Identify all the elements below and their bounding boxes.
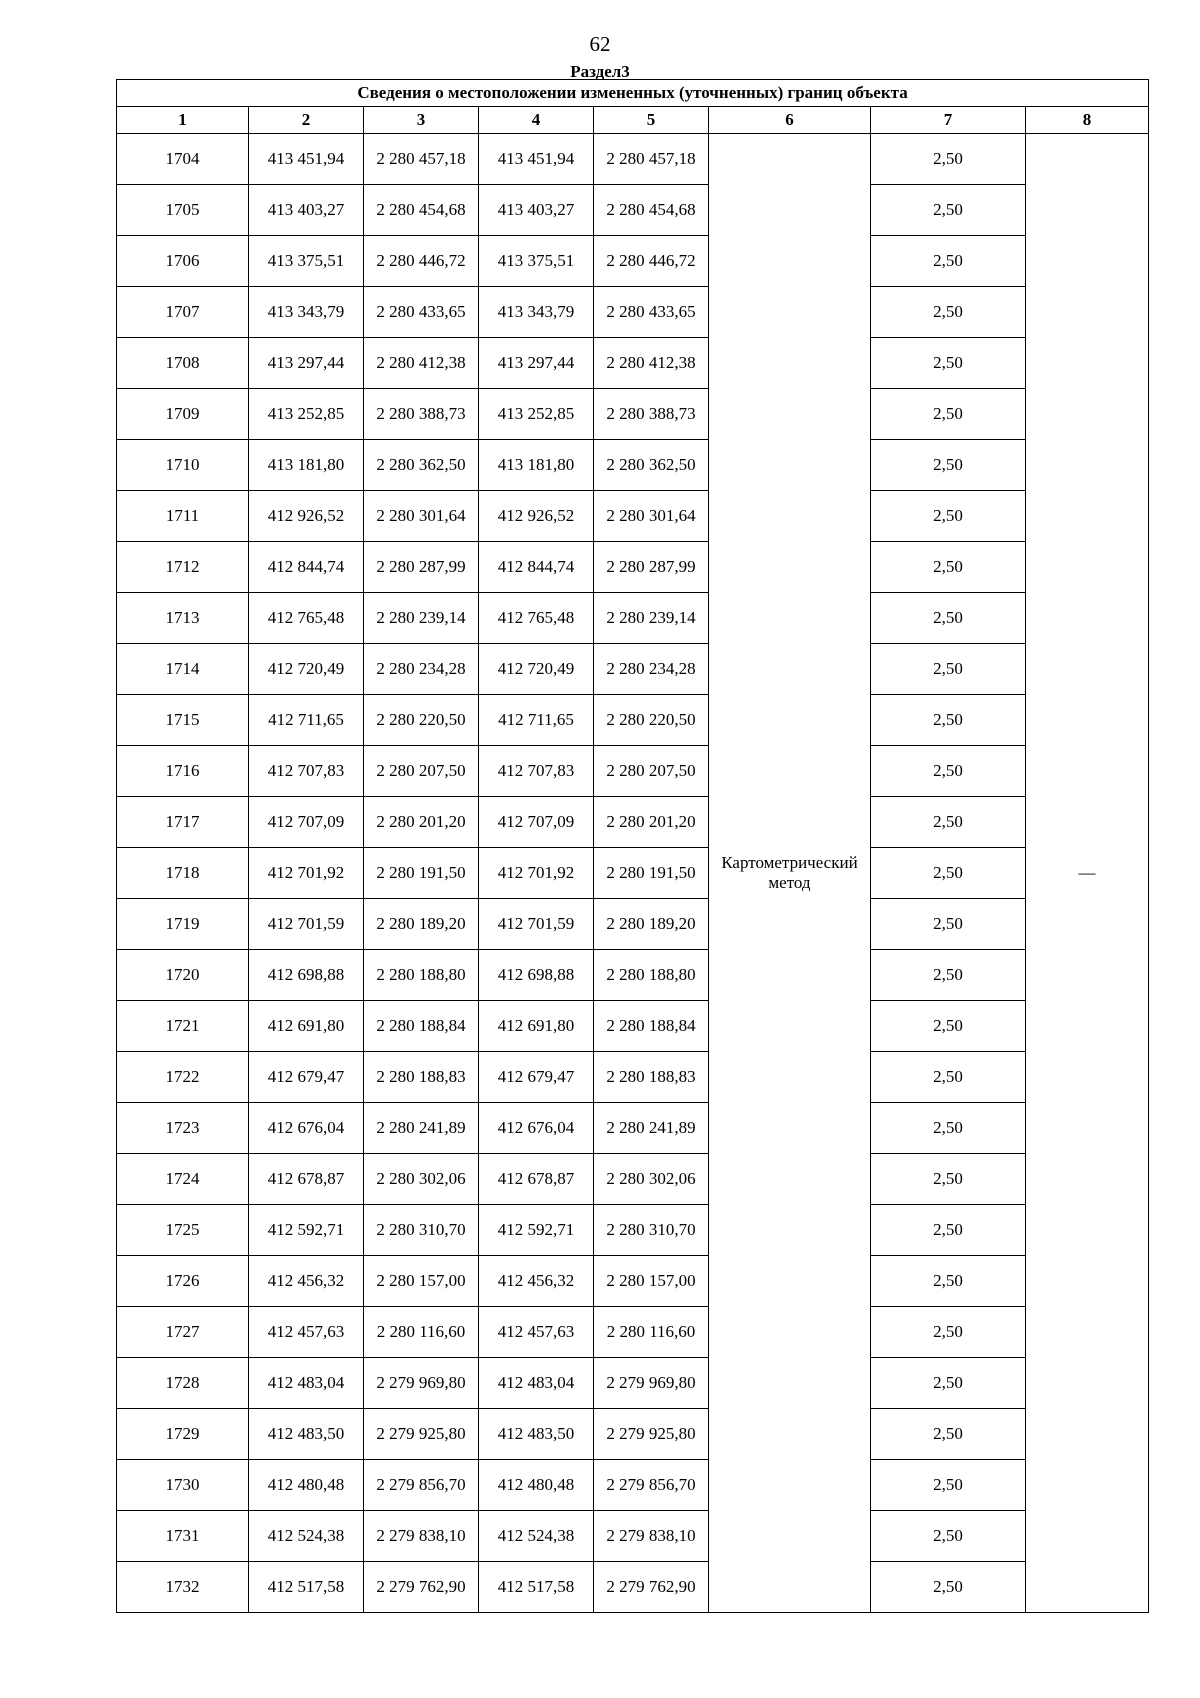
accuracy-cell: 2,50 (871, 389, 1026, 440)
table-row (117, 185, 1149, 236)
accuracy-cell: 2,50 (871, 1358, 1026, 1409)
x-coord-cell: 412 765,48 (249, 593, 364, 644)
table-row (117, 950, 1149, 1001)
y-coord-cell: 2 280 116,60 (594, 1307, 709, 1358)
accuracy-cell: 2,50 (871, 1562, 1026, 1613)
y-coord-cell: 2 280 234,28 (594, 644, 709, 695)
y-coord-cell: 2 279 969,80 (594, 1358, 709, 1409)
y-coord-cell: 2 280 388,73 (594, 389, 709, 440)
y-coord-cell: 2 280 457,18 (364, 134, 479, 185)
y-coord-cell: 2 279 856,70 (364, 1460, 479, 1511)
accuracy-cell: 2,50 (871, 644, 1026, 695)
x-coord-cell: 412 720,49 (249, 644, 364, 695)
x-coord-cell: 413 297,44 (249, 338, 364, 389)
table-row (117, 593, 1149, 644)
x-coord-cell: 412 480,48 (479, 1460, 594, 1511)
x-coord-cell: 412 701,92 (479, 848, 594, 899)
y-coord-cell: 2 280 189,20 (594, 899, 709, 950)
table-row (117, 1001, 1149, 1052)
x-coord-cell: 412 676,04 (479, 1103, 594, 1154)
x-coord-cell: 412 707,83 (249, 746, 364, 797)
column-number: 6 (709, 107, 871, 134)
y-coord-cell: 2 280 362,50 (364, 440, 479, 491)
x-coord-cell: 412 678,87 (479, 1154, 594, 1205)
x-coord-cell: 413 252,85 (249, 389, 364, 440)
accuracy-cell: 2,50 (871, 134, 1026, 185)
y-coord-cell: 2 280 207,50 (364, 746, 479, 797)
y-coord-cell: 2 280 412,38 (364, 338, 479, 389)
table-row (117, 440, 1149, 491)
x-coord-cell: 412 701,59 (249, 899, 364, 950)
accuracy-cell: 2,50 (871, 593, 1026, 644)
point-number-cell: 1707 (117, 287, 249, 338)
y-coord-cell: 2 280 239,14 (594, 593, 709, 644)
y-coord-cell: 2 280 116,60 (364, 1307, 479, 1358)
point-number-cell: 1705 (117, 185, 249, 236)
point-number-cell: 1726 (117, 1256, 249, 1307)
y-coord-cell: 2 280 302,06 (594, 1154, 709, 1205)
point-number-cell: 1722 (117, 1052, 249, 1103)
y-coord-cell: 2 280 454,68 (364, 185, 479, 236)
point-number-cell: 1728 (117, 1358, 249, 1409)
accuracy-cell: 2,50 (871, 1409, 1026, 1460)
accuracy-cell: 2,50 (871, 746, 1026, 797)
y-coord-cell: 2 280 362,50 (594, 440, 709, 491)
table-row (117, 1562, 1149, 1613)
y-coord-cell: 2 279 925,80 (364, 1409, 479, 1460)
y-coord-cell: 2 280 446,72 (594, 236, 709, 287)
point-number-cell: 1719 (117, 899, 249, 950)
point-number-cell: 1706 (117, 236, 249, 287)
table-row (117, 1205, 1149, 1256)
x-coord-cell: 412 844,74 (249, 542, 364, 593)
x-coord-cell: 413 375,51 (479, 236, 594, 287)
accuracy-cell: 2,50 (871, 797, 1026, 848)
table-row (117, 1511, 1149, 1562)
column-number: 1 (117, 107, 249, 134)
x-coord-cell: 412 765,48 (479, 593, 594, 644)
y-coord-cell: 2 280 287,99 (594, 542, 709, 593)
x-coord-cell: 412 701,59 (479, 899, 594, 950)
accuracy-cell: 2,50 (871, 1460, 1026, 1511)
x-coord-cell: 412 844,74 (479, 542, 594, 593)
x-coord-cell: 413 343,79 (479, 287, 594, 338)
x-coord-cell: 412 483,50 (249, 1409, 364, 1460)
point-number-cell: 1729 (117, 1409, 249, 1460)
point-number-cell: 1715 (117, 695, 249, 746)
x-coord-cell: 412 711,65 (479, 695, 594, 746)
y-coord-cell: 2 279 838,10 (364, 1511, 479, 1562)
point-number-cell: 1723 (117, 1103, 249, 1154)
x-coord-cell: 413 181,80 (479, 440, 594, 491)
point-number-cell: 1704 (117, 134, 249, 185)
x-coord-cell: 412 456,32 (249, 1256, 364, 1307)
table-row (117, 287, 1149, 338)
table-row (117, 1052, 1149, 1103)
column-number: 4 (479, 107, 594, 134)
table-row (117, 1409, 1149, 1460)
y-coord-cell: 2 280 412,38 (594, 338, 709, 389)
accuracy-cell: 2,50 (871, 236, 1026, 287)
x-coord-cell: 413 252,85 (479, 389, 594, 440)
table-row (117, 848, 1149, 899)
table-row (117, 1307, 1149, 1358)
accuracy-cell: 2,50 (871, 848, 1026, 899)
x-coord-cell: 413 297,44 (479, 338, 594, 389)
y-coord-cell: 2 280 207,50 (594, 746, 709, 797)
accuracy-cell: 2,50 (871, 1052, 1026, 1103)
x-coord-cell: 412 517,58 (249, 1562, 364, 1613)
y-coord-cell: 2 280 388,73 (364, 389, 479, 440)
table-row (117, 1256, 1149, 1307)
y-coord-cell: 2 280 201,20 (594, 797, 709, 848)
table-row (117, 746, 1149, 797)
x-coord-cell: 412 711,65 (249, 695, 364, 746)
point-number-cell: 1721 (117, 1001, 249, 1052)
x-coord-cell: 412 592,71 (249, 1205, 364, 1256)
y-coord-cell: 2 280 220,50 (364, 695, 479, 746)
table-row (117, 695, 1149, 746)
x-coord-cell: 412 701,92 (249, 848, 364, 899)
table-row (117, 644, 1149, 695)
x-coord-cell: 412 691,80 (249, 1001, 364, 1052)
x-coord-cell: 413 451,94 (479, 134, 594, 185)
y-coord-cell: 2 280 189,20 (364, 899, 479, 950)
point-number-cell: 1708 (117, 338, 249, 389)
x-coord-cell: 412 483,04 (249, 1358, 364, 1409)
table-row (117, 542, 1149, 593)
y-coord-cell: 2 280 191,50 (364, 848, 479, 899)
x-coord-cell: 412 517,58 (479, 1562, 594, 1613)
point-number-cell: 1712 (117, 542, 249, 593)
x-coord-cell: 412 524,38 (479, 1511, 594, 1562)
x-coord-cell: 412 691,80 (479, 1001, 594, 1052)
x-coord-cell: 412 926,52 (249, 491, 364, 542)
y-coord-cell: 2 280 454,68 (594, 185, 709, 236)
y-coord-cell: 2 280 234,28 (364, 644, 479, 695)
accuracy-cell: 2,50 (871, 1256, 1026, 1307)
x-coord-cell: 412 679,47 (249, 1052, 364, 1103)
x-coord-cell: 412 679,47 (479, 1052, 594, 1103)
section-title: Раздел3 (570, 62, 630, 81)
accuracy-cell: 2,50 (871, 185, 1026, 236)
y-coord-cell: 2 280 287,99 (364, 542, 479, 593)
x-coord-cell: 412 524,38 (249, 1511, 364, 1562)
point-number-cell: 1710 (117, 440, 249, 491)
y-coord-cell: 2 279 762,90 (364, 1562, 479, 1613)
y-coord-cell: 2 280 188,80 (594, 950, 709, 1001)
accuracy-cell: 2,50 (871, 1511, 1026, 1562)
x-coord-cell: 412 592,71 (479, 1205, 594, 1256)
x-coord-cell: 412 926,52 (479, 491, 594, 542)
accuracy-cell: 2,50 (871, 1205, 1026, 1256)
y-coord-cell: 2 279 925,80 (594, 1409, 709, 1460)
y-coord-cell: 2 280 188,84 (594, 1001, 709, 1052)
y-coord-cell: 2 279 969,80 (364, 1358, 479, 1409)
point-number-cell: 1709 (117, 389, 249, 440)
y-coord-cell: 2 280 457,18 (594, 134, 709, 185)
x-coord-cell: 413 403,27 (479, 185, 594, 236)
accuracy-cell: 2,50 (871, 695, 1026, 746)
point-number-cell: 1716 (117, 746, 249, 797)
table-row (117, 338, 1149, 389)
point-number-cell: 1718 (117, 848, 249, 899)
accuracy-cell: 2,50 (871, 542, 1026, 593)
y-coord-cell: 2 280 201,20 (364, 797, 479, 848)
table-body (117, 134, 1149, 1613)
accuracy-cell: 2,50 (871, 899, 1026, 950)
point-number-cell: 1731 (117, 1511, 249, 1562)
accuracy-cell: 2,50 (871, 338, 1026, 389)
point-number-cell: 1713 (117, 593, 249, 644)
y-coord-cell: 2 280 301,64 (364, 491, 479, 542)
point-number-cell: 1711 (117, 491, 249, 542)
accuracy-cell: 2,50 (871, 440, 1026, 491)
accuracy-cell: 2,50 (871, 950, 1026, 1001)
table-row (117, 236, 1149, 287)
point-number-cell: 1727 (117, 1307, 249, 1358)
table-row (117, 134, 1149, 185)
y-coord-cell: 2 280 188,84 (364, 1001, 479, 1052)
y-coord-cell: 2 280 188,83 (594, 1052, 709, 1103)
accuracy-cell: 2,50 (871, 491, 1026, 542)
table-row (117, 1103, 1149, 1154)
table-row (117, 1154, 1149, 1205)
y-coord-cell: 2 280 220,50 (594, 695, 709, 746)
x-coord-cell: 412 676,04 (249, 1103, 364, 1154)
x-coord-cell: 412 707,83 (479, 746, 594, 797)
table-row (117, 899, 1149, 950)
column-number: 5 (594, 107, 709, 134)
x-coord-cell: 412 457,63 (249, 1307, 364, 1358)
accuracy-cell: 2,50 (871, 1307, 1026, 1358)
point-number-cell: 1714 (117, 644, 249, 695)
x-coord-cell: 412 720,49 (479, 644, 594, 695)
point-number-cell: 1732 (117, 1562, 249, 1613)
accuracy-cell: 2,50 (871, 1001, 1026, 1052)
table-row (117, 1460, 1149, 1511)
x-coord-cell: 412 707,09 (479, 797, 594, 848)
x-coord-cell: 412 480,48 (249, 1460, 364, 1511)
y-coord-cell: 2 280 310,70 (594, 1205, 709, 1256)
x-coord-cell: 412 707,09 (249, 797, 364, 848)
accuracy-cell: 2,50 (871, 1154, 1026, 1205)
description-cell: — (1026, 134, 1149, 1613)
x-coord-cell: 413 375,51 (249, 236, 364, 287)
accuracy-cell: 2,50 (871, 287, 1026, 338)
x-coord-cell: 412 698,88 (479, 950, 594, 1001)
column-number: 2 (249, 107, 364, 134)
y-coord-cell: 2 280 241,89 (364, 1103, 479, 1154)
x-coord-cell: 412 698,88 (249, 950, 364, 1001)
x-coord-cell: 413 451,94 (249, 134, 364, 185)
y-coord-cell: 2 280 433,65 (594, 287, 709, 338)
boundary-coordinates-table (116, 79, 1149, 1613)
x-coord-cell: 412 456,32 (479, 1256, 594, 1307)
table-row (117, 797, 1149, 848)
point-number-cell: 1724 (117, 1154, 249, 1205)
x-coord-cell: 412 483,04 (479, 1358, 594, 1409)
point-number-cell: 1717 (117, 797, 249, 848)
point-number-cell: 1730 (117, 1460, 249, 1511)
y-coord-cell: 2 280 188,80 (364, 950, 479, 1001)
x-coord-cell: 412 483,50 (479, 1409, 594, 1460)
column-number: 8 (1026, 107, 1149, 134)
point-number-cell: 1725 (117, 1205, 249, 1256)
page-number: 62 (589, 32, 611, 56)
y-coord-cell: 2 280 446,72 (364, 236, 479, 287)
table-row (117, 491, 1149, 542)
y-coord-cell: 2 280 301,64 (594, 491, 709, 542)
y-coord-cell: 2 280 241,89 (594, 1103, 709, 1154)
table-caption: Сведения о местоположении измененных (уточненных) границ объекта (117, 80, 1149, 107)
column-number: 3 (364, 107, 479, 134)
table-row (117, 1358, 1149, 1409)
table-row (117, 389, 1149, 440)
column-number: 7 (871, 107, 1026, 134)
accuracy-cell: 2,50 (871, 1103, 1026, 1154)
x-coord-cell: 413 181,80 (249, 440, 364, 491)
y-coord-cell: 2 279 856,70 (594, 1460, 709, 1511)
y-coord-cell: 2 280 310,70 (364, 1205, 479, 1256)
y-coord-cell: 2 280 191,50 (594, 848, 709, 899)
x-coord-cell: 413 343,79 (249, 287, 364, 338)
y-coord-cell: 2 279 762,90 (594, 1562, 709, 1613)
column-number-row (117, 107, 1149, 134)
y-coord-cell: 2 280 188,83 (364, 1052, 479, 1103)
x-coord-cell: 412 678,87 (249, 1154, 364, 1205)
point-number-cell: 1720 (117, 950, 249, 1001)
y-coord-cell: 2 280 157,00 (364, 1256, 479, 1307)
y-coord-cell: 2 280 239,14 (364, 593, 479, 644)
x-coord-cell: 413 403,27 (249, 185, 364, 236)
y-coord-cell: 2 280 433,65 (364, 287, 479, 338)
y-coord-cell: 2 280 302,06 (364, 1154, 479, 1205)
y-coord-cell: 2 279 838,10 (594, 1511, 709, 1562)
x-coord-cell: 412 457,63 (479, 1307, 594, 1358)
method-cell: Картометрический метод (709, 134, 871, 1613)
y-coord-cell: 2 280 157,00 (594, 1256, 709, 1307)
